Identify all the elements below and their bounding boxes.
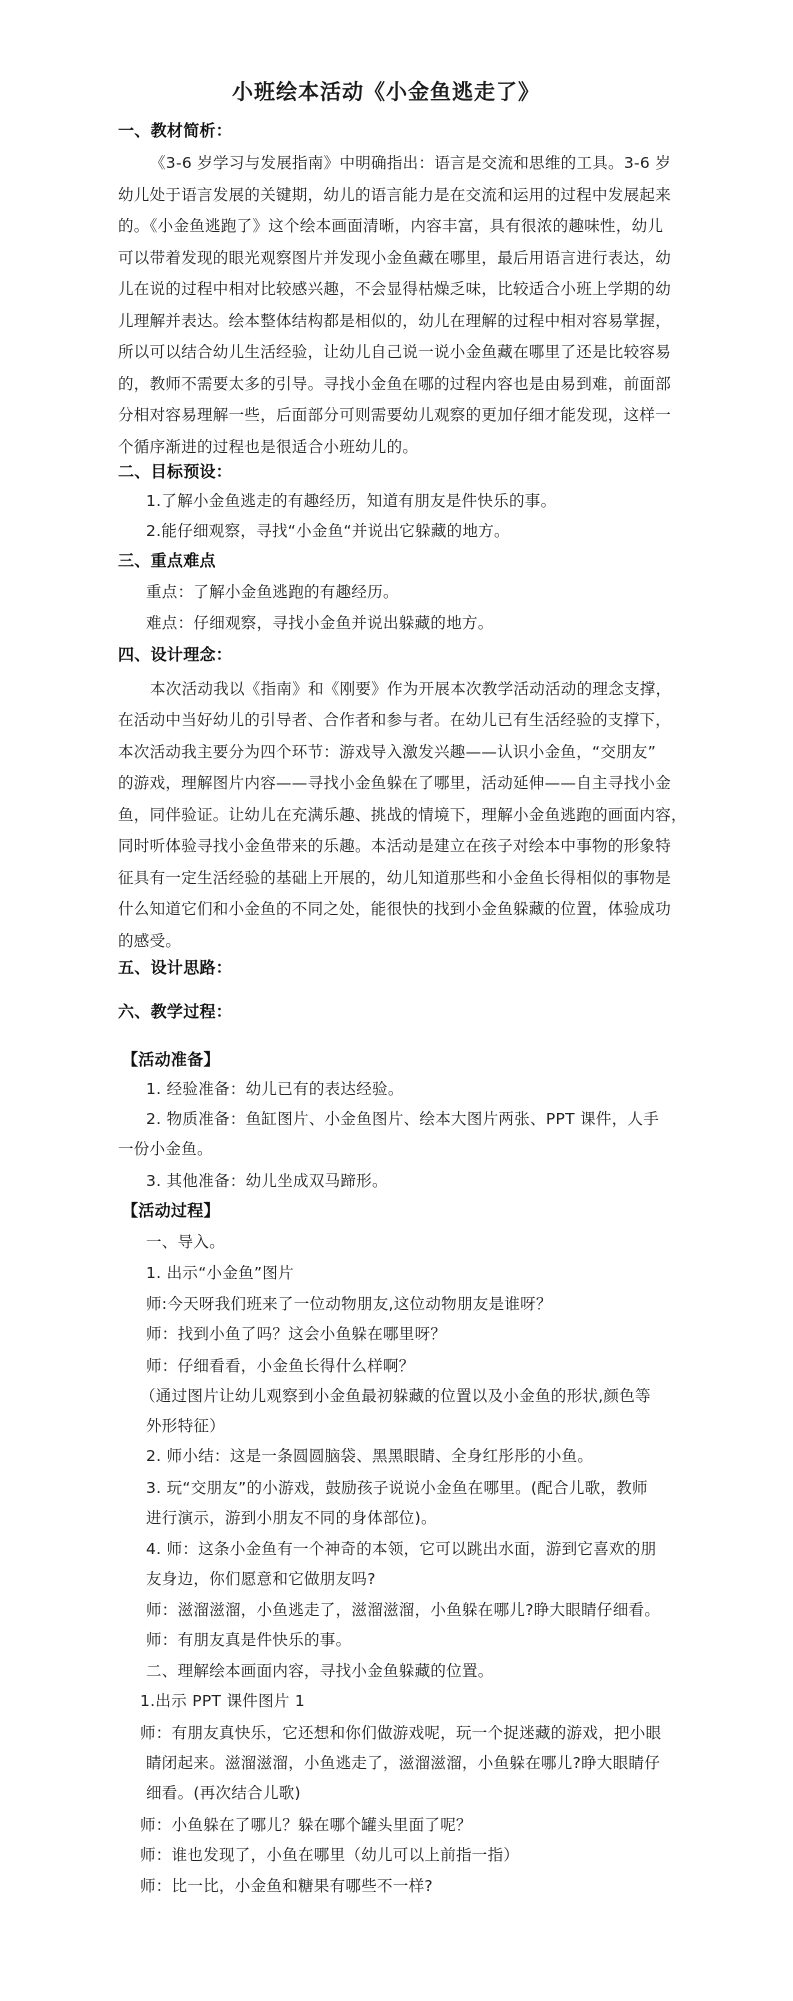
paragraph-line: 可以带着发现的眼光观察图片并发现小金鱼藏在哪里，最后用语言进行表达，幼 [118, 249, 672, 267]
section-heading-teaching-process: 六、教学过程： [118, 1002, 233, 1021]
process-line: 1. 出示“小金鱼”图片 [146, 1264, 294, 1282]
paragraph-line: 《3-6 岁学习与发展指南》中明确指出：语言是交流和思维的工具。3-6 岁 [150, 154, 672, 172]
process-line: 1.出示 PPT 课件图片 1 [140, 1692, 306, 1710]
process-line: 一、导入。 [146, 1233, 226, 1251]
paragraph-line: 本次活动我以《指南》和《刚要》作为开展本次教学活动活动的理念支撑， [150, 680, 672, 698]
process-line: 师：小鱼躲在了哪儿？躲在哪个罐头里面了呢？ [140, 1816, 472, 1834]
page-title: 小班绘本活动《小金鱼逃走了》 [232, 79, 540, 104]
section-heading-design-approach: 五、设计思路： [118, 958, 233, 977]
prep-item-continuation: 一份小金鱼。 [118, 1140, 213, 1158]
paragraph-line: 同时听体验寻找小金鱼带来的乐趣。本活动是建立在孩子对绘本中事物的形象特 [118, 837, 672, 855]
paragraph-line: 的。《小金鱼逃跑了》这个绘本画面清晰，内容丰富，具有很浓的趣味性，幼儿 [118, 217, 664, 235]
process-line: 师：比一比，小金鱼和糖果有哪些不一样? [140, 1877, 433, 1895]
paragraph-line: 的游戏，理解图片内容——寻找小金鱼躲在了哪里，活动延伸——自主寻找小金 [118, 774, 672, 792]
paragraph-line: 在活动中当好幼儿的引导者、合作者和参与者。在幼儿已有生活经验的支撑下， [118, 711, 672, 729]
section-heading-goals: 二、目标预设： [118, 462, 233, 481]
prep-item: 1. 经验准备：幼儿已有的表达经验。 [146, 1080, 404, 1098]
process-line: 细看。(再次结合儿歌) [146, 1784, 301, 1802]
section-heading-design-concept: 四、设计理念： [118, 645, 233, 664]
paragraph-line: 所以可以结合幼儿生活经验，让幼儿自己说一说小金鱼藏在哪里了还是比较容易 [118, 343, 672, 361]
subheading-preparation: 【活动准备】 [122, 1050, 220, 1069]
process-line: 师:今天呀我们班来了一位动物朋友,这位动物朋友是谁呀？ [146, 1295, 552, 1313]
process-line: 3. 玩“交朋友”的小游戏，鼓励孩子说说小金鱼在哪里。(配合儿歌，教师 [146, 1479, 648, 1497]
subheading-process: 【活动过程】 [122, 1201, 220, 1220]
section-heading-analysis: 一、教材简析： [118, 121, 233, 140]
paragraph-line: 什么知道它们和小金鱼的不同之处，能很快的找到小金鱼躲藏的位置，体验成功 [118, 900, 672, 918]
process-line: 师：有朋友真快乐，它还想和你们做游戏呢，玩一个捉迷藏的游戏，把小眼 [140, 1724, 662, 1742]
paragraph-line: 鱼，同伴验证。让幼儿在充满乐趣、挑战的情境下，理解小金鱼逃跑的画面内容， [118, 806, 687, 824]
process-line: 外形特征） [146, 1417, 226, 1435]
process-line: 师：滋溜滋溜，小鱼逃走了，滋溜滋溜，小鱼躲在哪儿?睁大眼睛仔细看。 [146, 1601, 661, 1619]
paragraph-line: 分相对容易理解一些，后面部分可则需要幼儿观察的更加仔细才能发现，这样一 [118, 406, 672, 424]
paragraph-line: 的，教师不需要太多的引导。寻找小金鱼在哪的过程内容也是由易到难，前面部 [118, 375, 672, 393]
goal-item: 2.能仔细观察，寻找“小金鱼“并说出它躲藏的地方。 [146, 522, 510, 540]
key-point-item: 重点：了解小金鱼逃跑的有趣经历。 [146, 583, 399, 601]
process-line: 睛闭起来。滋溜滋溜，小鱼逃走了，滋溜滋溜，小鱼躲在哪儿?睁大眼睛仔 [146, 1754, 661, 1772]
process-line: 师：仔细看看，小金鱼长得什么样啊？ [146, 1357, 415, 1375]
difficulty-item: 难点：仔细观察，寻找小金鱼并说出躲藏的地方。 [146, 614, 494, 632]
paragraph-line: 的感受。 [118, 932, 182, 950]
prep-item: 3. 其他准备：幼儿坐成双马蹄形。 [146, 1172, 388, 1190]
section-heading-key-points: 三、重点难点 [118, 551, 216, 570]
paragraph-line: 幼儿处于语言发展的关键期，幼儿的语言能力是在交流和运用的过程中发展起来 [118, 186, 672, 204]
process-line: 师：谁也发现了，小鱼在哪里（幼儿可以上前指一指） [140, 1846, 520, 1864]
process-line: 4. 师：这条小金鱼有一个神奇的本领，它可以跳出水面，游到它喜欢的朋 [146, 1540, 657, 1558]
process-line: 二、理解绘本画面内容，寻找小金鱼躲藏的位置。 [146, 1662, 494, 1680]
paragraph-line: 儿理解并表达。绘本整体结构都是相似的，幼儿在理解的过程中相对容易掌握， [118, 312, 672, 330]
prep-item: 2. 物质准备：鱼缸图片、小金鱼图片、绘本大图片两张、PPT 课件，人手 [146, 1110, 660, 1128]
process-line: 师：找到小鱼了吗？这会小鱼躲在哪里呀？ [146, 1325, 447, 1343]
process-line: 友身边，你们愿意和它做朋友吗? [146, 1570, 376, 1588]
paragraph-line: 儿在说的过程中相对比较感兴趣，不会显得枯燥乏味，比较适合小班上学期的幼 [118, 280, 672, 298]
process-line: 进行演示，游到小朋友不同的身体部位)。 [146, 1509, 437, 1527]
process-line: （通过图片让幼儿观察到小金鱼最初躲藏的位置以及小金鱼的形状,颜色等 [140, 1387, 651, 1405]
paragraph-line: 个循序渐进的过程也是很适合小班幼儿的。 [118, 438, 419, 456]
process-line: 2. 师小结：这是一条圆圆脑袋、黑黑眼睛、全身红彤彤的小鱼。 [146, 1447, 594, 1465]
goal-item: 1.了解小金鱼逃走的有趣经历，知道有朋友是件快乐的事。 [146, 492, 557, 510]
paragraph-line: 本次活动我主要分为四个环节：游戏导入激发兴趣——认识小金鱼，“交朋友” [118, 743, 657, 761]
process-line: 师：有朋友真是件快乐的事。 [146, 1631, 352, 1649]
paragraph-line: 征具有一定生活经验的基础上开展的，幼儿知道那些和小金鱼长得相似的事物是 [118, 869, 672, 887]
